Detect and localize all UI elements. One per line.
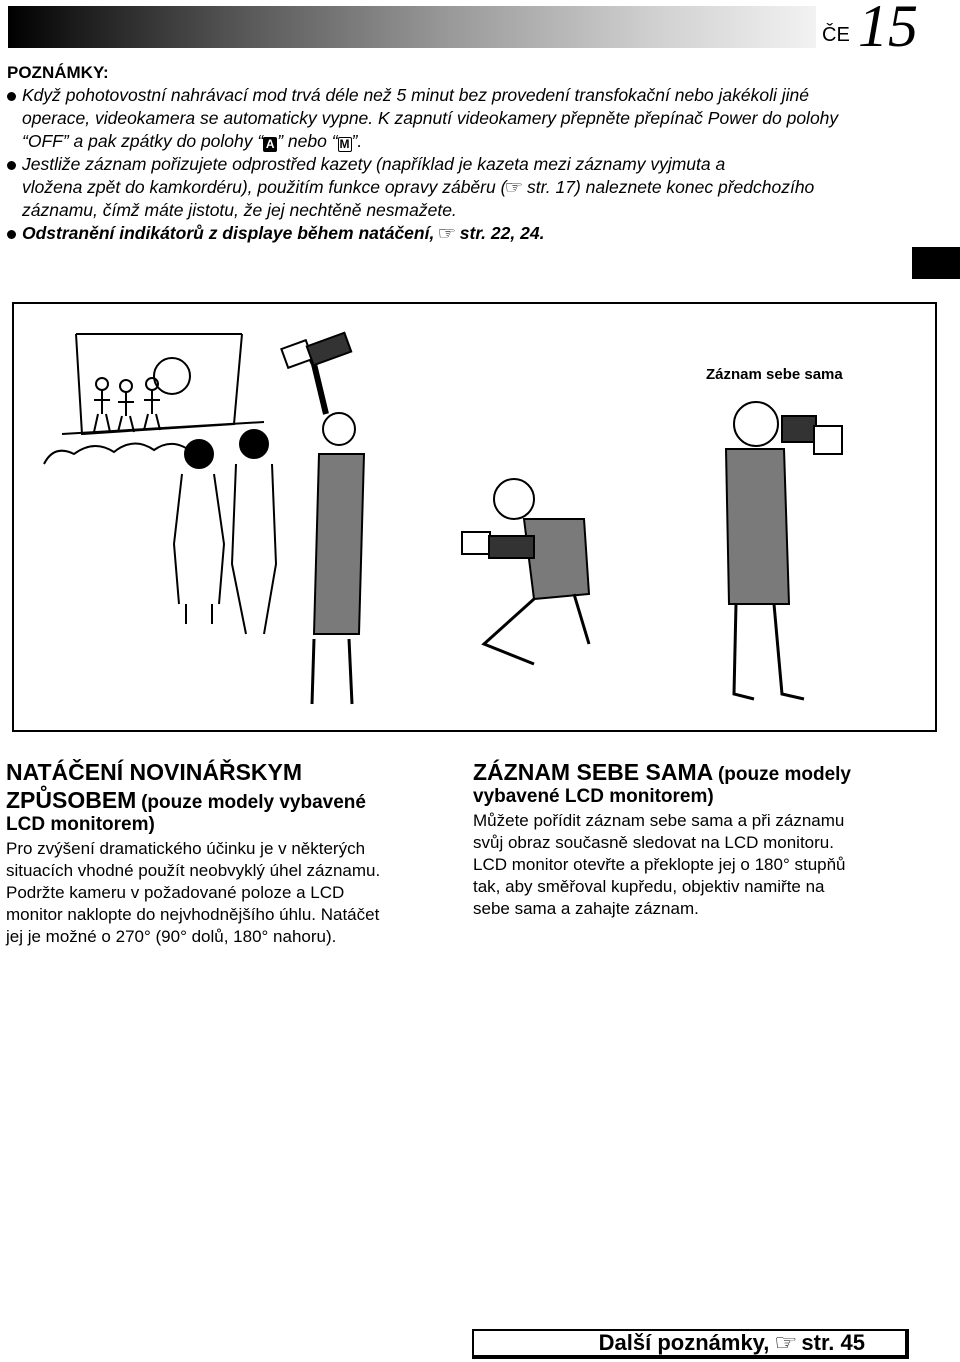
dancer-body <box>144 390 160 430</box>
section-heading-note: vybavené LCD monitorem) <box>473 786 714 807</box>
journalist-figure <box>281 333 364 704</box>
section-heading: ZPŮSOBEM <box>6 787 137 813</box>
kneeling-head <box>494 479 534 519</box>
section-heading: NATÁČENÍ NOVINÁŘSKYM <box>6 759 303 785</box>
audience <box>44 430 276 634</box>
person-head <box>240 430 268 458</box>
dancers <box>94 378 160 432</box>
body-line: LCD monitor otevřte a překlopte jej o 180° stupňů <box>473 855 846 874</box>
dancer-head <box>96 378 108 390</box>
stage-floor <box>62 422 264 434</box>
note-text: operace, videokamera se automaticky vypne. K zapnutí videokamery přepněte přepínač Power do polohy <box>22 108 839 128</box>
dancer-body <box>94 390 110 432</box>
section-heading-note: LCD monitorem) <box>6 814 155 835</box>
section-newsreel-style <box>6 758 446 948</box>
pointing-hand-icon: ☞ <box>437 223 457 243</box>
person-body <box>174 474 224 624</box>
person-body <box>232 464 276 634</box>
illustration-frame <box>12 302 937 732</box>
note-text: Jestliže záznam pořizujete odprostřed kazety (například je kazeta mezi záznamy vyjmuta a <box>22 154 726 174</box>
self-recorder-shirt <box>726 449 789 604</box>
journalist-head <box>323 413 355 445</box>
stage-scene <box>62 334 264 434</box>
stage-spotlight <box>154 358 190 394</box>
more-notes-reference <box>472 1329 909 1359</box>
note-text: Když pohotovostní nahrávací mod trvá déle než 5 minut bez provedení transfokační nebo jakékoli jiné <box>22 85 809 105</box>
notes-title: POZNÁMKY: <box>7 63 109 82</box>
section-heading-note: (pouze modely vybavené <box>141 792 366 813</box>
body-line: situacích vhodné použít neobvyklý úhel záznamu. <box>6 861 381 880</box>
kneeling-legs <box>484 594 589 664</box>
note-text: str. 22, 24. <box>459 223 545 243</box>
body-line: Podržte kameru v požadované poloze a LCD <box>6 883 345 902</box>
mode-a-icon: A <box>263 137 277 152</box>
note-text: str. 17) naleznete konec předchozího <box>526 177 815 197</box>
section-heading-line2 <box>6 786 446 814</box>
page-number: 15 <box>858 0 918 59</box>
note-text: ” nebo “ <box>277 131 338 151</box>
note-text: záznamu, čímž máte jistotu, že jej nechtěně nesmažete. <box>22 200 457 220</box>
section-tab-marker <box>912 247 960 279</box>
note-item-mid-tape <box>7 153 907 222</box>
section-heading-note: (pouze modely <box>717 764 851 785</box>
person-head <box>185 440 213 468</box>
pointing-hand-icon: ☞ <box>773 1330 798 1355</box>
section-heading-line1 <box>473 758 913 786</box>
dancer-head <box>120 380 132 392</box>
section-body <box>473 810 913 920</box>
figure-caption: Záznam sebe sama <box>706 366 843 383</box>
kneeling-figure <box>462 479 589 664</box>
lcd-monitor <box>462 532 490 554</box>
self-recording-figure <box>726 402 842 699</box>
body-line: Můžete pořídit záznam sebe sama a při záznamu <box>473 811 845 830</box>
note-item-indicators <box>7 222 907 245</box>
lcd-monitor <box>281 340 312 368</box>
self-recorder-head <box>734 402 778 446</box>
note-text: vložena zpět do kamkordéru), použitím funkce opravy záběru ( <box>22 177 507 197</box>
footer-page-ref: str. 45 <box>801 1330 865 1355</box>
note-text: Odstranění indikátorů z displaye během natáčení, <box>22 223 435 243</box>
section-body <box>6 838 446 948</box>
camcorder <box>489 536 534 558</box>
journalist-legs <box>312 639 352 704</box>
body-line: sebe sama a zahajte záznam. <box>473 899 699 918</box>
language-code: ČE <box>822 24 850 46</box>
camcorder <box>782 416 816 442</box>
pointing-hand-icon: ☞ <box>504 177 524 197</box>
crowd-heads <box>44 443 194 464</box>
footer-label: Další poznámky, <box>598 1330 770 1355</box>
body-line: svůj obraz současně sledovat na LCD monitoru. <box>473 833 834 852</box>
body-line: Pro zvýšení dramatického účinku je v některých <box>6 839 366 858</box>
camcorder <box>307 333 351 365</box>
header-gradient-bar <box>8 6 816 48</box>
body-line: tak, aby směřoval kupředu, objektiv namiřte na <box>473 877 825 896</box>
self-recorder-legs <box>734 604 804 699</box>
dancer-body <box>118 392 134 432</box>
note-text: ”. <box>351 131 363 151</box>
section-self-recording <box>473 758 913 920</box>
note-item-standby <box>7 84 907 153</box>
note-text: “OFF” a pak zpátky do polohy “ <box>22 131 264 151</box>
body-line: jej je možné o 270° (90° dolů, 180° nahoru). <box>6 927 337 946</box>
body-line: monitor naklopte do nejvhodnějšího úhlu. Natáčet <box>6 905 380 924</box>
lcd-monitor <box>814 426 842 454</box>
section-heading: ZÁZNAM SEBE SAMA <box>473 759 714 785</box>
mode-m-icon: M <box>339 137 350 151</box>
journalist-shirt <box>314 454 364 634</box>
notes-list <box>7 84 907 245</box>
